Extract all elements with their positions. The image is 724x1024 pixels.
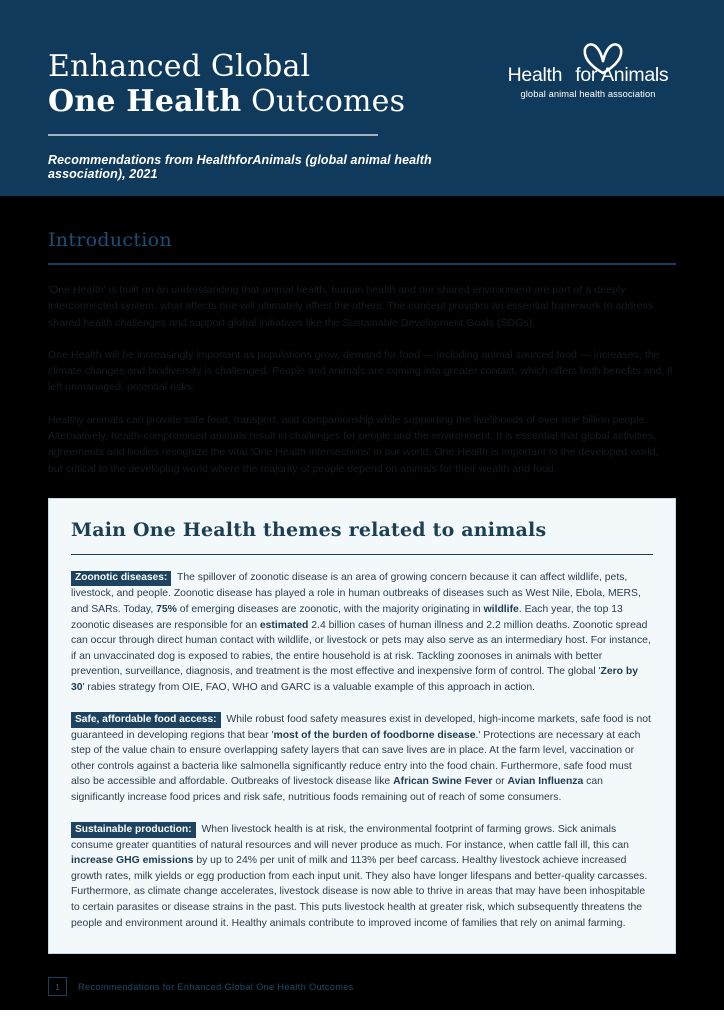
- theme-emphasis: African Swine Fever: [393, 776, 493, 788]
- themes-list: [71, 570, 653, 931]
- themes-card-divider: [71, 554, 653, 556]
- page-footer: [48, 977, 354, 996]
- theme-emphasis: most of the burden of foodborne disease: [273, 729, 476, 741]
- theme-emphasis: Zero by 30: [71, 666, 639, 694]
- page-title-emphasis: One Health: [48, 84, 242, 119]
- intro-paragraph: One Health will be increasingly important as populations grow, demand for food — including animal sourced food — increases, the climate changes and biodiversity is challenged. People and animals are coming into greater contact, which offers both benefits and, if left unmanaged, potential risks.: [48, 348, 673, 394]
- page-bottom-strip: [0, 1010, 724, 1024]
- title-divider: [48, 134, 378, 136]
- logo-word-health: Health: [507, 64, 563, 86]
- intro-paragraph: Healthy animals can provide safe food, transport, and companionship while supporting the livelihoods of over one billion people. Alternatively, health-compromised animals result in challenges for people and the environment. It is essential that global activities, agreements and bodies recognize the vital 'One Health intersections' in our world. One Health is important to the developed world, but critical to the developing world where the majority of people depend on animals for their wealth and food.: [48, 413, 659, 475]
- theme-paragraph: [71, 712, 653, 806]
- brand-logo: [500, 44, 676, 99]
- theme-text: of emerging diseases are zoonotic, with the majority originating in: [176, 604, 484, 616]
- intro-divider: [48, 263, 676, 265]
- theme-text: While robust food safety measures exist in developed, high-income markets, safe food is not guaranteed in developing regions that bear ': [71, 713, 651, 741]
- theme-emphasis: wildlife: [483, 604, 519, 616]
- theme-badge: Sustainable production:: [71, 822, 196, 838]
- theme-text: .' Protections are necessary at each step of the value chain to ensure overlapping safety layers that can save lives are in place. At the farm level, vaccination or other controls against a bacteria like salmonella significantly reduce entry into the food chain. Furthermore, safe food must also be accessible and affordable. Outbreaks of livestock disease like: [71, 729, 641, 788]
- theme-text: . Each year, the top 13 zoonotic diseases are responsible for an: [71, 604, 623, 631]
- intro-heading: Introduction: [48, 229, 172, 251]
- title-block: [48, 50, 478, 181]
- theme-text: When livestock health is at risk, the environmental footprint of farming grows. Sick animals consume greater quantities of natural resources and will never produce as much. For instance, when cattle fall ill, this can: [71, 823, 629, 851]
- theme-text: by up to 24% per unit of milk and 113% per beef carcass. Healthy livestock achieve increased growth rates, milk yields or egg production from each input unit. They also have longer lifespans and better-quality carcasses. Furthermore, as climate change accelerates, livestock disease is now able to thrive in areas that may have been inhospitable to certain parasites or disease strains in the past. This puts livestock health at greater risk, which subsequently threatens the people and environment around it. Healthy animals contribute to improved income of families that rely on animal farming.: [71, 855, 648, 929]
- theme-badge: Safe, affordable food access:: [71, 712, 221, 728]
- theme-emphasis: estimated: [259, 619, 309, 631]
- theme-paragraph: [71, 570, 653, 695]
- theme-text: The spillover of zoonotic disease is an area of growing concern because it can affect wildlife, pets, livestock, and people. Zoonotic disease has played a role in human outbreaks of diseases such as West Nile, Ebola, MERS, and SARs. Today,: [71, 572, 641, 616]
- footer-caption: Recommendations for Enhanced Global One Health Outcomes: [78, 981, 354, 992]
- theme-badge: Zoonotic diseases:: [71, 571, 171, 587]
- themes-card-title: Main One Health themes related to animals: [71, 518, 547, 541]
- page-title-rest: Outcomes: [241, 84, 406, 119]
- theme-text: 2.4 billion cases of human illness and 2.2 million deaths. Zoonotic spread can occur through direct human contact with wildlife, or livestock or pets may also serve as an intermediary host. For instance, if an unvaccinated dog is exposed to rabies, the entire household is at risk. Tackling zoonoses in animals with better prevention, surveillance, diagnosis, and treatment is the most effective and inexpensive form of control. The global ': [71, 619, 651, 678]
- theme-emphasis: Avian Influenza: [507, 776, 584, 788]
- page-title-line-1: Enhanced Global: [48, 49, 311, 84]
- logo-word-for-animals: for Animals: [575, 64, 669, 86]
- theme-text: ' rabies strategy from OIE, FAO, WHO and GARC is a valuable example of this approach in action.: [82, 682, 536, 694]
- page-number-box: 1: [48, 977, 67, 996]
- page-subtitle: Recommendations from HealthforAnimals (global animal health association), 2021: [48, 153, 432, 181]
- intro-section: [0, 196, 724, 954]
- logo-wordmark: [500, 64, 676, 87]
- intro-paragraph: 'One Health' is built on an understanding that animal health, human health and our shared environment are part of a deeply interconnected system: what affects one will ultimately affect the others. The concept provides an essential framework to address shared health challenges and support global initiatives like the Sustainable Development Goals (SDGs).: [48, 284, 654, 329]
- page-title-line-2: [48, 84, 478, 120]
- theme-emphasis: increase GHG emissions: [71, 855, 194, 867]
- theme-paragraph: [71, 822, 653, 932]
- logo-tagline: global animal health association: [520, 89, 656, 99]
- theme-text: or: [492, 776, 508, 788]
- page-header: [0, 0, 724, 196]
- themes-card: [48, 498, 676, 954]
- theme-emphasis: 75%: [156, 604, 177, 616]
- theme-text: can significantly increase food prices and risk safe, nutritious foods remaining out of reach of some consumers.: [71, 776, 603, 803]
